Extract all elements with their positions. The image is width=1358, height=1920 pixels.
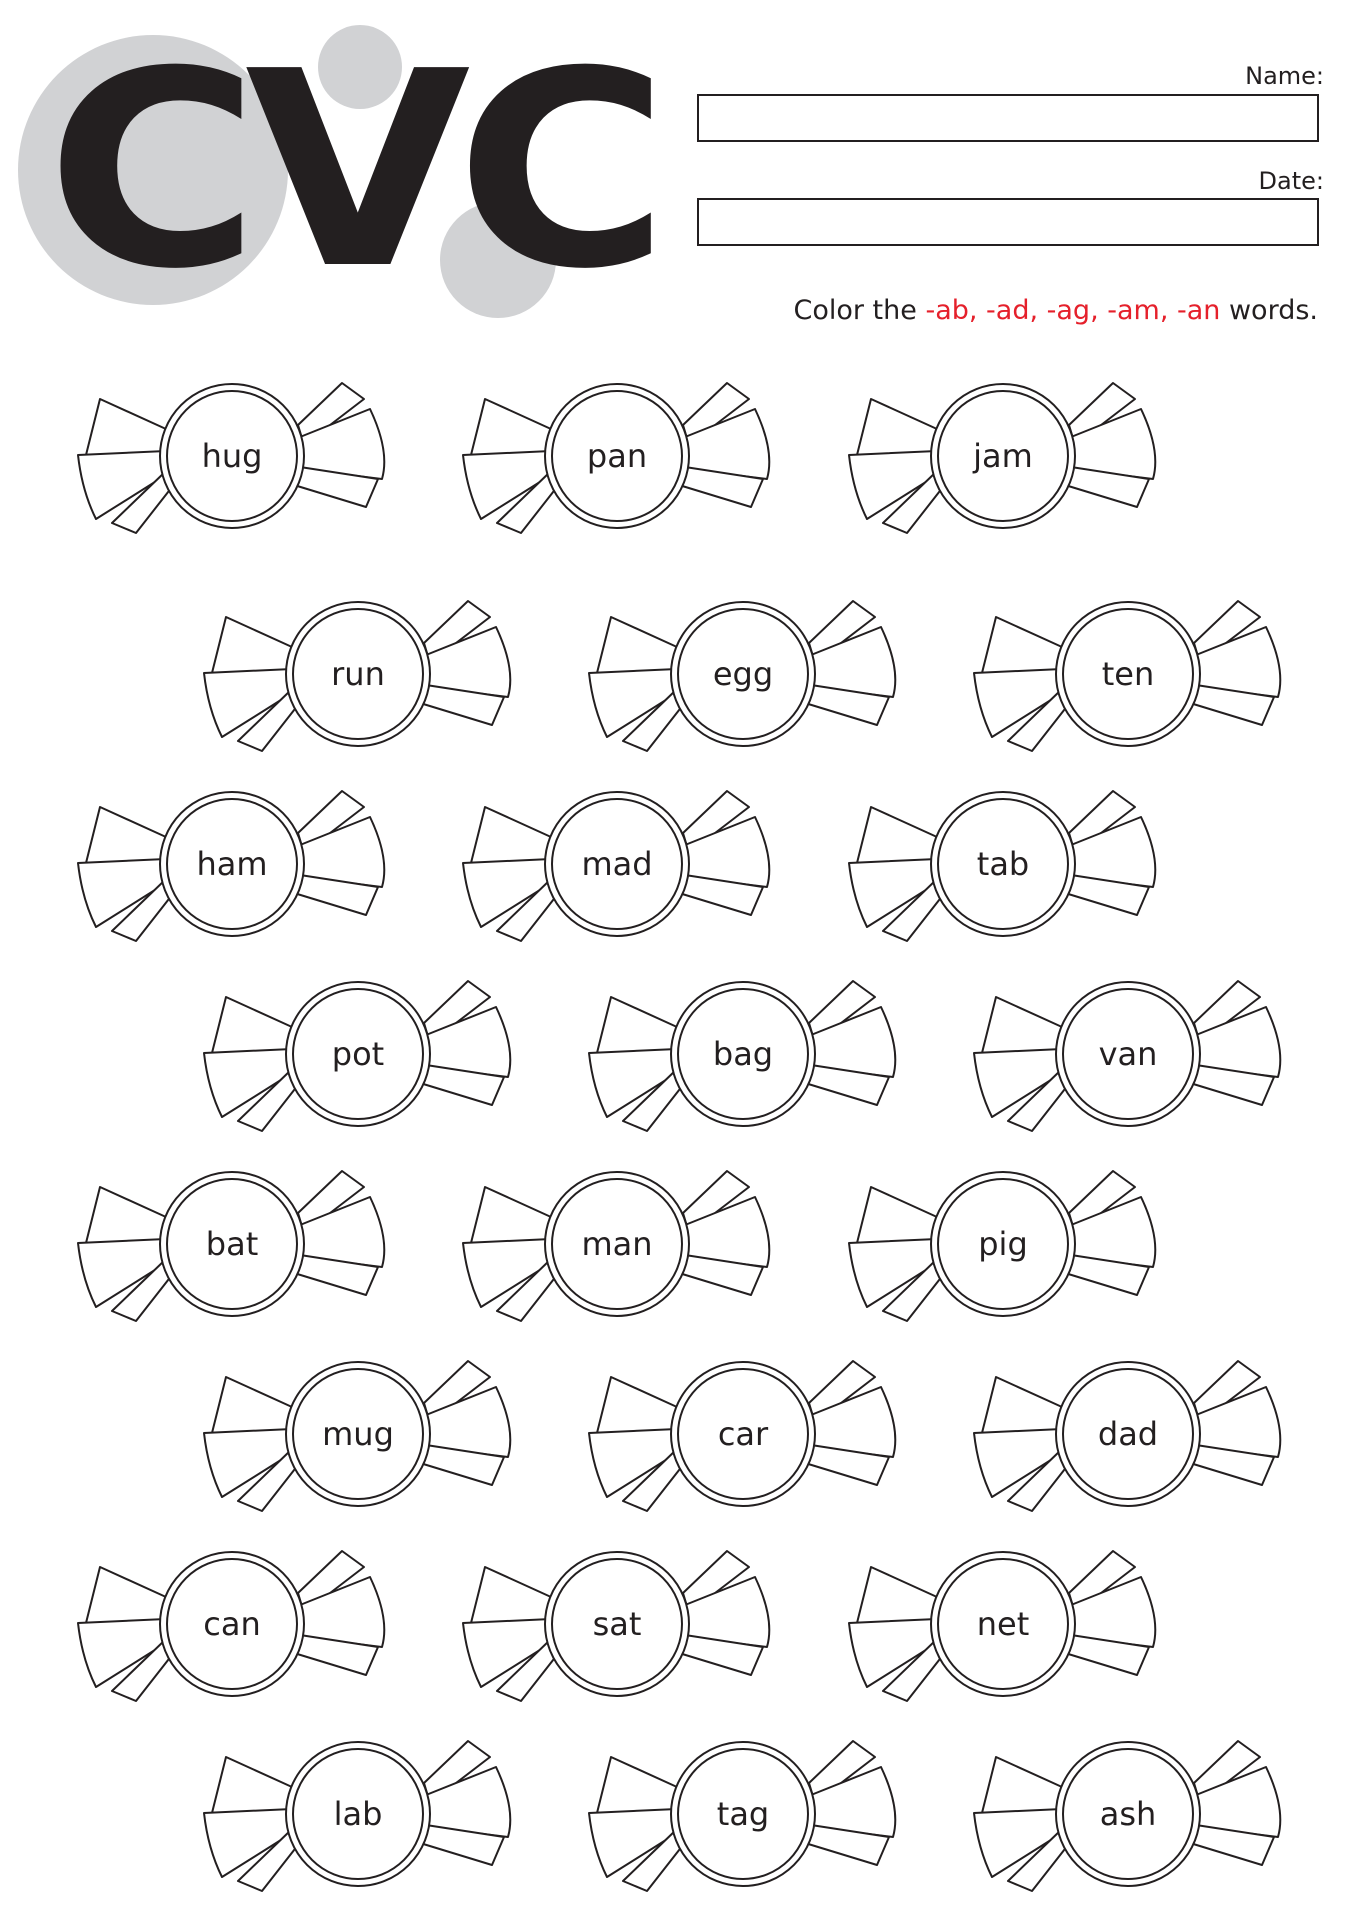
candy-word: pan <box>586 437 648 475</box>
candy-sat[interactable] <box>457 1539 777 1709</box>
candy-word: pig <box>978 1225 1028 1263</box>
candy-ham[interactable] <box>72 779 392 949</box>
candy-word: mug <box>322 1415 394 1453</box>
instruction-prefix: Color the <box>793 295 926 326</box>
candy-dad[interactable] <box>968 1349 1288 1519</box>
candy-word: bag <box>712 1035 774 1073</box>
candy-word: van <box>1098 1035 1158 1073</box>
candy-word: ten <box>1101 655 1155 693</box>
candy-tag[interactable] <box>583 1729 903 1899</box>
name-field[interactable] <box>697 94 1319 142</box>
candy-can[interactable] <box>72 1539 392 1709</box>
candy-word: egg <box>712 655 774 693</box>
candy-net[interactable] <box>843 1539 1163 1709</box>
candy-word: ash <box>1099 1795 1157 1833</box>
date-label: Date: <box>1258 167 1324 195</box>
candy-word: jam <box>973 437 1033 475</box>
candy-bat[interactable] <box>72 1159 392 1329</box>
candy-van[interactable] <box>968 969 1288 1139</box>
candy-word: car <box>717 1415 769 1453</box>
worksheet-header <box>0 0 1358 340</box>
candy-jam[interactable] <box>843 371 1163 541</box>
candy-run[interactable] <box>198 589 518 759</box>
candy-lab[interactable] <box>198 1729 518 1899</box>
candy-car[interactable] <box>583 1349 903 1519</box>
candy-word: can <box>203 1605 261 1643</box>
logo-title: CVC <box>46 13 655 328</box>
candy-pig[interactable] <box>843 1159 1163 1329</box>
candy-word: ham <box>196 845 268 883</box>
candy-hug[interactable] <box>72 371 392 541</box>
candy-ash[interactable] <box>968 1729 1288 1899</box>
candy-word: tab <box>976 845 1030 883</box>
candy-word: tag <box>716 1795 770 1833</box>
candy-word: net <box>976 1605 1030 1643</box>
candy-bag[interactable] <box>583 969 903 1139</box>
candy-tab[interactable] <box>843 779 1163 949</box>
candy-mug[interactable] <box>198 1349 518 1519</box>
candy-ten[interactable] <box>968 589 1288 759</box>
candy-word: bat <box>205 1225 259 1263</box>
candy-word: dad <box>1097 1415 1159 1453</box>
candy-word: sat <box>592 1605 642 1643</box>
candy-word: pot <box>331 1035 385 1073</box>
candy-pan[interactable] <box>457 371 777 541</box>
candy-man[interactable] <box>457 1159 777 1329</box>
candy-word: run <box>331 655 385 693</box>
candy-pot[interactable] <box>198 969 518 1139</box>
candy-word: hug <box>201 437 263 475</box>
name-label: Name: <box>1245 62 1324 90</box>
instruction-text <box>793 295 1318 326</box>
candy-word: mad <box>581 845 653 883</box>
candy-word: lab <box>333 1795 383 1833</box>
candy-mad[interactable] <box>457 779 777 949</box>
instruction-highlight: -ab, -ad, -ag, -am, -an <box>925 295 1221 326</box>
candy-egg[interactable] <box>583 589 903 759</box>
candy-word: man <box>581 1225 653 1263</box>
date-field[interactable] <box>697 198 1319 246</box>
instruction-suffix: words. <box>1220 295 1318 326</box>
